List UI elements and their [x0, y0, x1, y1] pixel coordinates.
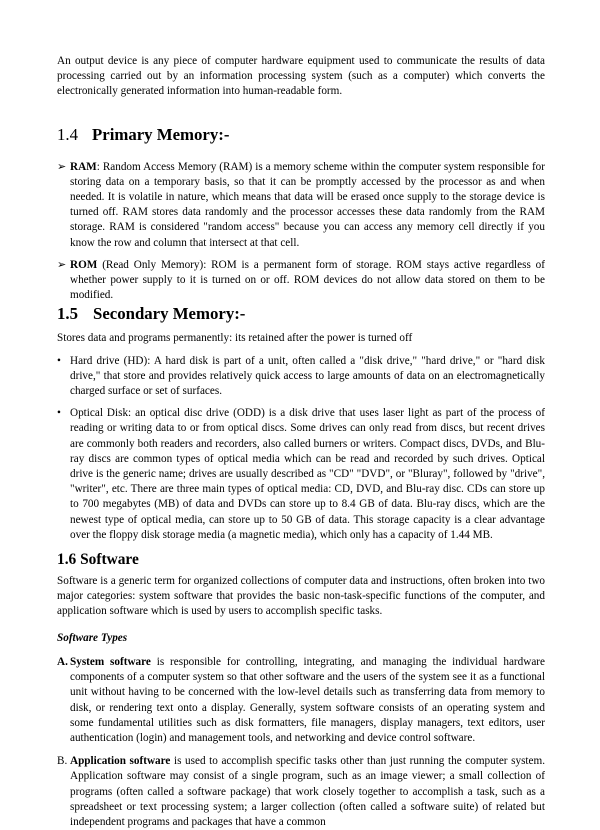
section-heading-primary-memory	[57, 125, 545, 145]
software-types-heading: Software Types	[57, 631, 128, 644]
section-number: 1.5	[57, 304, 78, 324]
list-item-application-software	[57, 754, 545, 830]
bullet-icon: •	[57, 354, 61, 367]
secondary-memory-lead: Stores data and programs permanently: its retained after the power is turned off	[57, 332, 413, 345]
list-item-rom	[57, 258, 545, 304]
section-heading-secondary-memory	[57, 304, 545, 324]
list-item-optical-disk	[57, 406, 545, 543]
list-item-text: : Random Access Memory (RAM) is a memory scheme within the computer system responsible for storing data on a temporary basis, so that it can be promptly accessed by the processor as and when needed. It is volatile in nature, which means that data will be erased once supply to the storage device is turned off. RAM stores data randomly and the processor accesses these data randomly from the RAM storage. RAM is considered "random access" because you can access any memory cell directly if you know the row and column that intersect at that cell.	[70, 160, 545, 249]
list-marker: A.	[57, 655, 68, 668]
list-marker: B.	[57, 755, 68, 768]
term-application-software: Application software	[70, 755, 171, 768]
list-item-text: is responsible for controlling, integrating, and managing the individual hardware components of a computer system so that other software and the users of the system see it as a functional unit without having to be concerned with the low-level details such as transferring data from memory to disk, or rendering text onto a display. Generally, system software consists of an operating system and some fundamental utilities such as disk formatters, file managers, display managers, text editors, user authentication (login) and management tools, and networking and device control software.	[70, 655, 545, 744]
arrow-bullet-icon: ➢	[57, 258, 67, 271]
software-lead: Software is a generic term for organized collections of computer data and instructions, often broken into two major categories: system software that provides the basic non-task-specific functions of the computer, and application software which is used by users to accomplish specific tasks.	[57, 575, 545, 618]
section-number: 1.4	[57, 124, 78, 144]
arrow-bullet-icon: ➢	[57, 160, 67, 173]
list-item-text: Hard drive (HD): A hard disk is part of a unit, often called a "disk drive," "hard drive," or "hard disk drive," that store and provides relatively quick access to large amounts of data on an electromagnetically charged surface or set of surfaces.	[70, 354, 545, 398]
term-system-software: System software	[70, 655, 151, 668]
list-item-system-software	[57, 655, 545, 746]
section-title: Primary Memory:-	[92, 124, 230, 144]
page-content	[57, 48, 545, 830]
section-title: Secondary Memory:-	[93, 304, 246, 324]
list-item-text: (Read Only Memory): ROM is a permanent form of storage. ROM stays active regardless of whether power supply to it is turned on or off. ROM devices do not allow data stored on them to be modified.	[70, 258, 545, 302]
section-heading-software: 1.6 Software	[57, 551, 139, 569]
term-ram: RAM	[70, 160, 97, 173]
term-rom: ROM	[70, 258, 98, 271]
list-item-ram	[57, 160, 545, 251]
list-item-hard-drive	[57, 354, 545, 400]
list-item-text: Optical Disk: an optical disc drive (ODD) is a disk drive that uses laser light as part of the process of reading or writing data to or from optical discs. Some drives can only read from discs, but recent drives are commonly both readers and recorders, also called burners or writers. Compact discs, DVDs, and Blu-ray discs are common types of optical media which can be read and recorded by such drives. Optical drive is the generic name; drives are usually described as "CD" "DVD", or "Bluray", followed by "drive", "writer", etc. There are three main types of optical media: CD, DVD, and Blu-ray disc. CDs can store up to 700 megabytes (MB) of data and DVDs can store up to 8.4 GB of data. Blu-ray discs, which are the newest type of optical media, can store up to 50 GB of data. This storage capacity is a clear advantage over the floppy disk storage media (a magnetic media), which only has a capacity of 1.44 MB.	[70, 407, 545, 541]
intro-paragraph: An output device is any piece of computer hardware equipment used to communicate the results of data processing carried out by an information processing system (such as a computer) which converts the electronically generated information into human-readable form.	[57, 55, 545, 98]
bullet-icon: •	[57, 407, 61, 420]
list-item-text: is used to accomplish specific tasks other than just running the computer system. Application software may consist of a single program, such as an image viewer; a small collection of programs (often called a software package) that work closely together to accomplish a task, such as a spreadsheet or text processing system; a larger collection (often called a software suite) of related but independent programs and packages that have a common	[70, 755, 545, 828]
